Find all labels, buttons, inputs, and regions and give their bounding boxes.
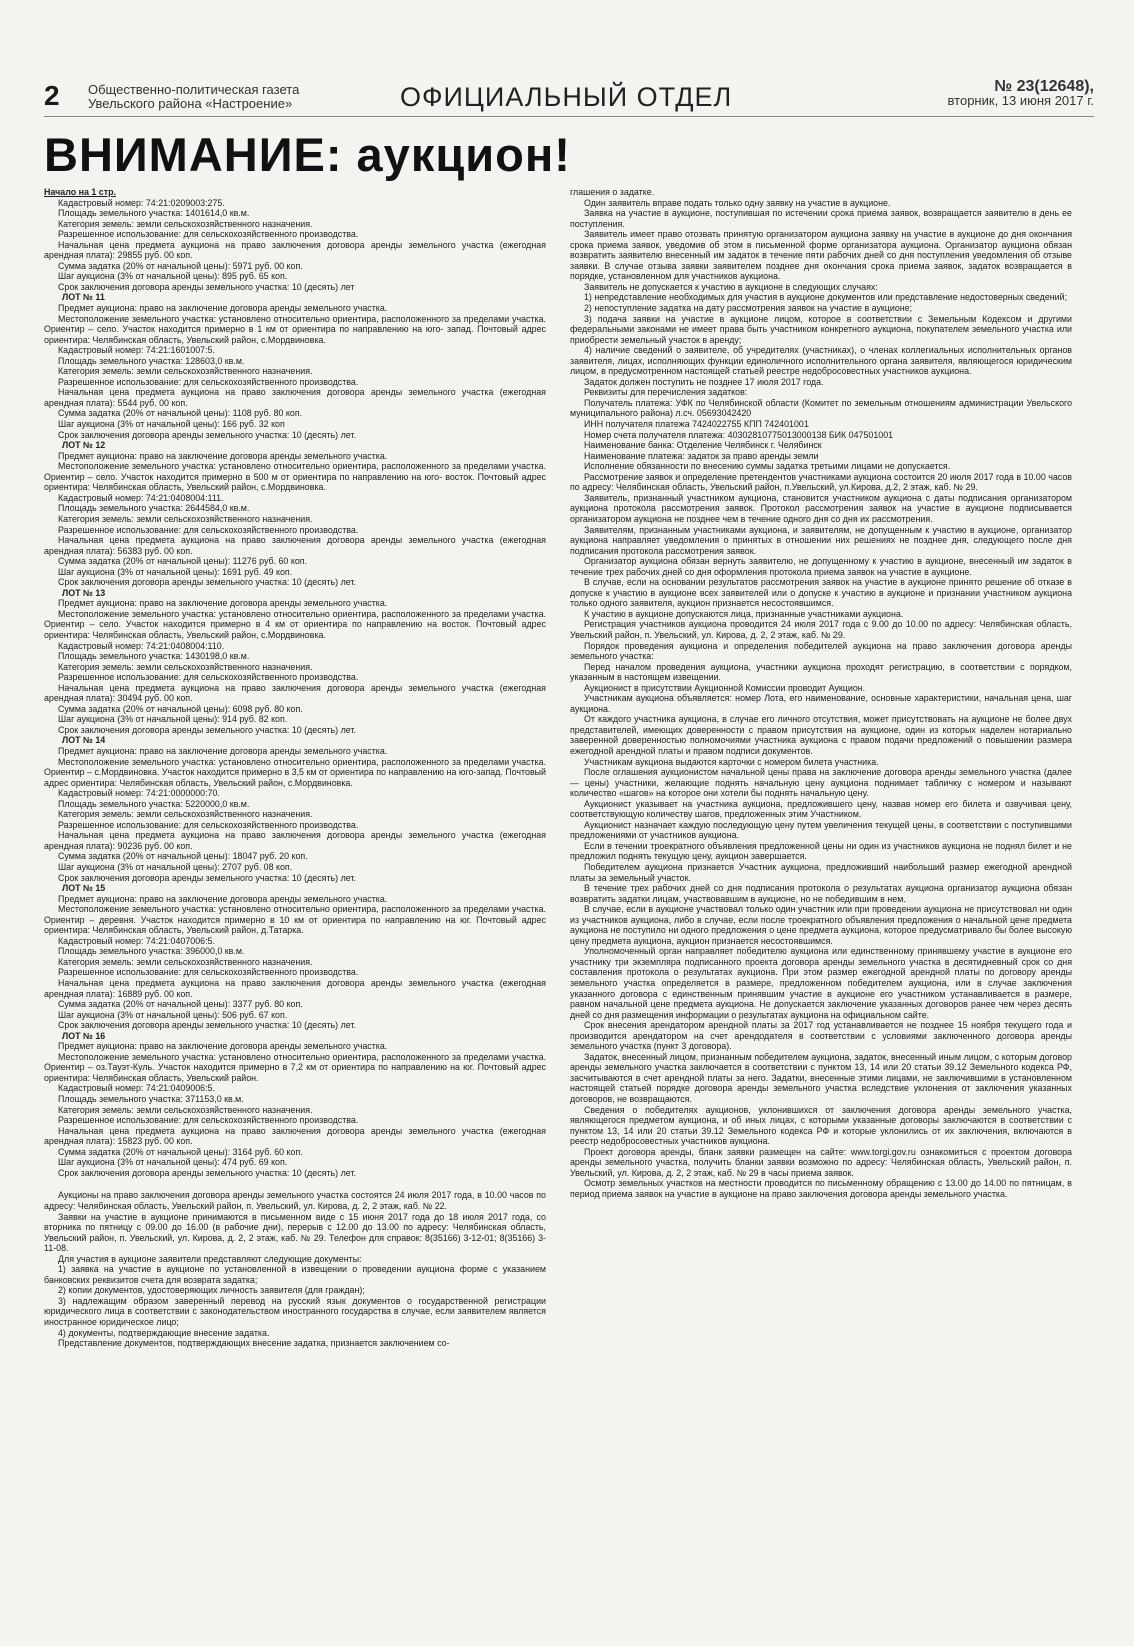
paragraph: От каждого участника аукциона, в случае его личного отсутствия, может присутствовать на аукционе не более двух представителей, имеющих доверенности с правом присутствия на аукционе, один из которых наделен нотариально заверенной доверенностью полномочиями участника аукциона с правом подачи предложений о повышении размера ежегодной арендной платы и правом подписи документов. xyxy=(570,714,1072,756)
paragraph: Аукционист назначает каждую последующую цену путем увеличения текущей цены, в соответствии с поступившими предложениями от участников аукциона. xyxy=(570,819,1072,841)
paragraph: 2) непоступление задатка на дату рассмотрения заявок на участие в аукционе; xyxy=(584,303,913,314)
paragraph: Разрешенное использование: для сельскохозяйственного производства. xyxy=(58,672,359,683)
paragraph: Площадь земельного участка: 2644584,0 кв.м. xyxy=(58,503,250,514)
paragraph: Шаг аукциона (3% от начальной цены): 2707 руб. 08 коп. xyxy=(58,862,293,872)
headline: ВНИМАНИЕ: аукцион! xyxy=(44,128,571,181)
paragraph: Предмет аукциона: право на заключение договора аренды земельного участка. xyxy=(58,1041,388,1052)
paragraph: Шаг аукциона (3% от начальной цены): 914 руб. 82 коп. xyxy=(58,714,288,725)
paragraph: Начальная цена предмета аукциона на право заключения договора аренды земельного участка (ежегодная арендная плата): 29855 руб. 00 коп. xyxy=(44,239,546,261)
paragraph: Разрешенное использование: для сельскохозяйственного производства. xyxy=(58,819,359,830)
newspaper-name xyxy=(88,83,299,111)
paragraph: Срок заключения договора аренды земельного участка: 10 (десять) лет. xyxy=(58,429,356,440)
paragraph: Предмет аукциона: право на заключение договора аренды земельного участка. xyxy=(58,303,388,314)
paragraph: Площадь земельного участка: 1430198,0 кв.м. xyxy=(58,651,250,662)
paragraph: Сумма задатка (20% от начальной цены): 6098 руб. 80 коп. xyxy=(58,703,303,714)
paragraph: Аукционист указывает на участника аукциона, предложившего цену, назвав номер его билета и озвучивая цену, соответствующую количеству шагов, предложенных этим Участником. xyxy=(570,798,1072,820)
paragraph: Сумма задатка (20% от начальной цены): 11276 руб. 60 коп. xyxy=(58,556,308,567)
paragraph: Задаток должен поступить не позднее 17 июля 2017 года. xyxy=(584,376,824,387)
paragraph: Предмет аукциона: право на заключение договора аренды земельного участка. xyxy=(58,893,388,904)
paragraph: Разрешенное использование: для сельскохозяйственного производства. xyxy=(58,524,359,535)
paragraph: Сумма задатка (20% от начальной цены): 3377 руб. 80 коп. xyxy=(58,999,303,1010)
paragraph: Кадастровый номер: 74:21:1601007:5. xyxy=(58,345,215,356)
paragraph: Порядок проведения аукциона и определения победителей аукциона на право заключения договора аренды земельного участка: xyxy=(570,640,1072,662)
paragraph: Начало на 1 стр. xyxy=(44,187,116,197)
paragraph: Срок заключения договора аренды земельного участка: 10 (десять) лет xyxy=(58,281,355,292)
paragraph: Местоположение земельного участка: установлено относительно ориентира, расположенного за пределами участка. Ориентир – село. Участок находится примерно в 4 км от ориентира по направлению на восток. Почтовый адрес ориентира: Челябинская область, Увельский район, с.Мордвиновка. xyxy=(44,608,546,640)
paragraph: Кадастровый номер: 74:21:0000000:70. xyxy=(58,788,220,799)
paragraph: Для участия в аукционе заявители представляют следующие документы: xyxy=(58,1253,362,1264)
issue-info xyxy=(948,80,1094,108)
paragraph: Регистрация участников аукциона проводится 24 июля 2017 года с 9.00 до 10.00 по адресу: Челябинская область, Увельский район, п. Увельский, ул. Кирова, д. 2, 2 этаж, каб. № 29. xyxy=(570,619,1072,640)
paragraph: Местоположение земельного участка: установлено относительно ориентира, расположенного за пределами участка. Ориентир – оз.Тауэт-Куль. Участок находится примерно в 7,2 км от ориентира по направлению на юг. Почтовый адрес ориентира: Челябинская область, Увельский район. xyxy=(44,1051,546,1083)
paragraph: Шаг аукциона (3% от начальной цены): 895 руб. 65 коп. xyxy=(58,271,288,282)
paragraph: Сведения о победителях аукционов, уклонившихся от заключения договора аренды земельного участка, являющегося предметом аукциона, и об иных лицах, с которыми указанные договоры заключаются в соответствии с пунктом 13, 14 или 20 статьи 39.12 Земельного кодекса РФ и которые уклонились от их заключения, включаются в реестр недобросовестных участников аукциона. xyxy=(570,1104,1072,1147)
paragraph: Площадь земельного участка: 5220000,0 кв.м. xyxy=(58,798,250,809)
paragraph: Разрешенное использование: для сельскохозяйственного производства. xyxy=(58,376,359,387)
paragraph: Осмотр земельных участков на местности проводится по письменному обращению с 13.00 до 14.00 по пятницам, в период приема заявок на участие в аукционе на право заключения договора аренды земельного участка. xyxy=(570,1178,1072,1199)
paragraph: Участникам аукциона объявляется: номер Лота, его наименование, основные характеристики, начальная цена, шаг аукциона. xyxy=(570,693,1072,714)
paragraph: Сумма задатка (20% от начальной цены): 3164 руб. 60 коп. xyxy=(58,1146,303,1157)
paragraph: Кадастровый номер: 74:21:0408004:111. xyxy=(58,492,224,503)
paragraph: Начальная цена предмета аукциона на право заключения договора аренды земельного участка (ежегодная арендная плата): 15823 руб. 00 коп. xyxy=(44,1125,546,1147)
paragraph: Если в течении троекратного объявления предложенной цены ни один из участников аукциона не поднял билет и не предложил поднять текущую цену, аукцион завершается. xyxy=(570,840,1072,862)
paragraph: Сумма задатка (20% от начальной цены): 18047 руб. 20 коп. xyxy=(58,851,308,862)
paragraph: Категория земель: земли сельскохозяйственного назначения. xyxy=(58,513,313,524)
paragraph: Организатор аукциона обязан вернуть заявителю, не допущенному к участию в аукционе, внесенный им задаток в течение трех рабочих дней со дня оформления протокола приема заявок на участие в аукционе. xyxy=(570,556,1072,577)
paragraph: 1) непредставление необходимых для участия в аукционе документов или представление недостоверных сведений; xyxy=(584,292,1068,303)
paragraph: Заявителям, признанным участниками аукциона, и заявителям, не допущенным к участию в аукционе, организатор аукциона направляет уведомления о принятых в отношении них решениях не позднее дня, следующего после дня подписания протокола рассмотрения заявок. xyxy=(570,524,1072,556)
paragraph: Площадь земельного участка: 128603,0 кв.м. xyxy=(58,355,245,366)
paragraph: Площадь земельного участка: 1401614,0 кв.м. xyxy=(58,208,250,219)
paragraph: Наименование банка: Отделение Челябинск г. Челябинск xyxy=(584,440,822,451)
paragraph: Аукционы на право заключения договора аренды земельного участка состоятся 24 июля 2017 года, в 10.00 часов по адресу: Челябинская область, Увельский район, п. Увельский, ул. Кирова, д. 2, 2 этаж, каб. № 22. xyxy=(44,1190,546,1211)
paragraph: Начальная цена предмета аукциона на право заключения договора аренды земельного участка (ежегодная арендная плата): 56383 руб. 00 коп. xyxy=(44,535,546,556)
paragraph: Перед началом проведения аукциона, участники аукциона проходят регистрацию, в соответствии с порядком, указанным в настоящем извещении. xyxy=(570,661,1072,683)
paragraph: Предмет аукциона: право на заключение договора аренды земельного участка. xyxy=(58,745,388,756)
right-column xyxy=(570,187,1072,1637)
paragraph: ИНН получателя платежа 7424022755 КПП 742401001 xyxy=(584,419,809,430)
lot-heading: ЛОТ № 13 xyxy=(62,587,106,598)
paragraph: Заявки на участие в аукционе принимаются в письменном виде с 15 июня 2017 года до 18 июля 2017 года, со вторника по пятницу с 09.00 до 16.00 (в рабочие дни), перерыв с 12.00 до 13.00 по адресу: Челябинская область, Увельский район, п. Увельский, ул. Кирова, д. 2, 2 этаж, каб. № 29. Телефон для справок: 8(35166) 3-12-01; 8(35166) 3-11-08. xyxy=(44,1211,546,1254)
paragraph: Шаг аукциона (3% от начальной цены): 1691 руб. 49 коп. xyxy=(58,566,293,577)
paragraph: Аукционист в присутствии Аукционной Комиссии проводит Аукцион. xyxy=(584,682,866,693)
paragraph: В течение трех рабочих дней со дня подписания протокола о результатах аукциона организатор аукциона обязан возвратить задатки лицам, участвовавшим в аукционе, но не победившим в нем. xyxy=(570,883,1072,904)
paragraph: Шаг аукциона (3% от начальной цены): 474 руб. 69 коп. xyxy=(58,1157,288,1168)
paragraph: 3) надлежащим образом заверенный перевод на русский язык документов о государственной регистрации юридического лица в соответствии с законодательством иностранного государства в случае, если заявителем является иностранное юридическое лицо; xyxy=(44,1295,546,1327)
paragraph: Предмет аукциона: право на заключение договора аренды земельного участка. xyxy=(58,598,388,609)
paragraph: Срок внесения арендатором арендной платы за 2017 год устанавливается не позднее 15 ноября текущего года и производится арендатором на счет арендодателя в соответствии с условиями заключенного договора аренды земельного участка (пункт 3 договора). xyxy=(570,1020,1072,1052)
page-header xyxy=(44,80,1094,117)
paragraph: Срок заключения договора аренды земельного участка: 10 (десять) лет. xyxy=(58,577,356,588)
paragraph: Начальная цена предмета аукциона на право заключения договора аренды земельного участка (ежегодная арендная плата): 16889 руб. 00 коп. xyxy=(44,978,546,999)
paragraph: Проект договора аренды, бланк заявки размещен на сайте: www.torgi.gov.ru ознакомиться с проектом договора аренды земельного участка, получить бланки заявки возможно по адресу: Челябинская область, Увельский район, п. Увельский, ул. Кирова, д. 2, 2 этаж, каб. № 29 в часы приема заявок. xyxy=(570,1146,1072,1178)
paragraph: Категория земель: земли сельскохозяйственного назначения. xyxy=(58,1104,313,1115)
issue-number: № 23(12648), xyxy=(994,78,1094,95)
paragraph: Начальная цена предмета аукциона на право заключения договора аренды земельного участка (ежегодная арендная плата): 5544 руб. 00 коп. xyxy=(44,387,546,408)
paragraph: Площадь земельного участка: 371153,0 кв.м. xyxy=(58,1094,244,1105)
paragraph: Получатель платежа: УФК по Челябинской области (Комитет по земельным отношениям администрации Увельского муниципального района) л.сч. 05693042420 xyxy=(570,397,1072,419)
page-number: 2 xyxy=(44,80,60,111)
paragraph: Кадастровый номер: 74:21:0408004:110. xyxy=(58,640,225,651)
paragraph: 1) заявка на участие в аукционе по установленной в извещении о проведении аукциона форме с указанием банковских реквизитов счета для возврата задатка; xyxy=(44,1264,546,1285)
paragraph: Местоположение земельного участка: установлено относительно ориентира, расположенного за пределами участка. Ориентир – деревня. Участок находится примерно в 10 км от ориентира по направлению на юг. Почтовый адрес ориентира: Челябинская область, Увельский район, д.Татарка. xyxy=(44,904,546,936)
paragraph: Категория земель: земли сельскохозяйственного назначения. xyxy=(58,218,313,229)
paragraph: Площадь земельного участка: 396000,0 кв.м. xyxy=(58,946,245,957)
paragraph: 3) подача заявки на участие в аукционе лицом, которое в соответствии с Земельным Кодексом и другими федеральными законами не имеет права быть участником конкретного аукциона, покупателем земельного участка или приобрести земельный участок в аренду; xyxy=(570,313,1072,345)
paragraph: В случае, если на основании результатов рассмотрения заявок на участие в аукционе принято решение об отказе в допуске к участию в аукционе всех заявителей или о допуске к участию в аукционе и признании участником аукциона только одного заявителя, аукцион признается несостоявшимся. xyxy=(570,577,1072,609)
paragraph: Шаг аукциона (3% от начальной цены): 506 руб. 67 коп. xyxy=(58,1009,288,1020)
paragraph: Заявитель, признанный участником аукциона, становится участником аукциона с даты подписания организатором аукциона протокола рассмотрения заявок. Протокол рассмотрения заявок на участие в аукционе подписывается организатором аукциона не позднее чем в течение одного дня со дня их рассмотрения. xyxy=(570,492,1072,524)
paragraph: Участникам аукциона выдаются карточки с номером билета участника. xyxy=(584,756,879,767)
paragraph: глашения о задатке. xyxy=(570,187,655,197)
paragraph: Кадастровый номер: 74:21:0409006:5. xyxy=(58,1083,215,1094)
paragraph: Местоположение земельного участка: установлено относительно ориентира, расположенного за пределами участка. Ориентир – село. Участок находится примерно в 1 км от ориентира по направлению на юго- запад. Почтовый адрес ориентира: Челябинская область, Увельский район, с.Мордвиновка. xyxy=(44,313,546,345)
paragraph: 4) документы, подтверждающие внесение задатка. xyxy=(58,1327,270,1338)
lot-heading: ЛОТ № 14 xyxy=(62,735,106,746)
paragraph: Категория земель: земли сельскохозяйственного назначения. xyxy=(58,366,313,377)
paragraph: Сумма задатка (20% от начальной цены): 1108 руб. 80 коп. xyxy=(58,408,303,419)
paragraph: Категория земель: земли сельскохозяйственного назначения. xyxy=(58,809,313,820)
lot-heading: ЛОТ № 16 xyxy=(62,1030,106,1041)
paragraph: Рассмотрение заявок и определение претендентов участниками аукциона состоится 20 июля 2017 года в 10.00 часов по адресу: Челябинская область, Увельский район, п.Увельский, ул.Кирова, д.2, 2 этаж, каб. № 29. xyxy=(570,471,1072,493)
paragraph: Заявка на участие в аукционе, поступившая по истечении срока приема заявок, возвращается заявителю в день ее поступления. xyxy=(570,208,1072,229)
paragraph: Заявитель не допускается к участию в аукционе в следующих случаях: xyxy=(584,281,878,292)
paragraph: Срок заключения договора аренды земельного участка: 10 (десять) лет. xyxy=(58,1020,356,1031)
newspaper-name-line2: Увельского района «Настроение» xyxy=(88,96,293,111)
paragraph: Один заявитель вправе подать только одну заявку на участие в аукционе. xyxy=(584,197,891,208)
paragraph: К участию в аукционе допускаются лица, признанные участниками аукциона. xyxy=(584,608,904,619)
paragraph: 2) копии документов, удостоверяющих личность заявителя (для граждан); xyxy=(58,1285,365,1296)
paragraph: Сумма задатка (20% от начальной цены): 5971 руб. 00 коп. xyxy=(58,260,303,271)
paragraph: Срок заключения договора аренды земельного участка: 10 (десять) лет. xyxy=(58,724,356,735)
paragraph: Срок заключения договора аренды земельного участка: 10 (десять) лет. xyxy=(58,872,356,883)
paragraph: Победителем аукциона признается Участник аукциона, предложивший наибольший размер ежегодной арендной платы за земельный участок. xyxy=(570,862,1072,883)
paragraph: Кадастровый номер: 74:21:0407006:5. xyxy=(58,935,215,946)
paragraph: Срок заключения договора аренды земельного участка: 10 (десять) лет. xyxy=(58,1167,356,1178)
lot-heading: ЛОТ № 11 xyxy=(62,292,105,303)
section-title: ОФИЦИАЛЬНЫЙ ОТДЕЛ xyxy=(400,82,733,112)
paragraph: Реквизиты для перечисления задатков: xyxy=(584,387,748,398)
paragraph: Исполнение обязанности по внесению суммы задатка третьими лицами не допускается. xyxy=(584,461,951,472)
paragraph: Категория земель: земли сельскохозяйственного назначения. xyxy=(58,661,313,672)
left-column xyxy=(44,187,546,1637)
paragraph: Задаток, внесенный лицом, признанным победителем аукциона, задаток, внесенный иным лицом, с которым договор аренды земельного участка заключается в соответствии с пунктом 13, 14 или 20 статьи 39.12 Земельного кодекса РФ, засчитываются в счет арендной платы за него. Задатки, внесенные этими лицами, не заключившими в установленном настоящей статьей порядке договора аренды земельного участка вследствие уклонения от заключения указанных договоров, не возвращаются. xyxy=(570,1051,1072,1105)
paragraph: Местоположение земельного участка: установлено относительно ориентира, расположенного за пределами участка. Ориентир – с.Мордвиновка. Участок находится примерно в 3,5 км от ориентира по направлению на юго-запад. Почтовый адрес ориентира: Челябинская область, Увельский район, с.Мордвиновка. xyxy=(44,756,546,788)
paragraph: Категория земель: земли сельскохозяйственного назначения. xyxy=(58,956,313,967)
paragraph: Начальная цена предмета аукциона на право заключения договора аренды земельного участка (ежегодная арендная плата): 30494 руб. 00 коп. xyxy=(44,682,546,704)
paragraph: Разрешенное использование: для сельскохозяйственного производства. xyxy=(58,229,359,240)
lot-heading: ЛОТ № 15 xyxy=(62,883,106,894)
paragraph: Уполномоченный орган направляет победителю аукциона или единственному принявшему участие в аукционе его участнику три экземпляра подписанного проекта договора аренды земельного участка в десятидневный срок со дня составления протокола о результатах аукциона. При этом размер ежегодной арендной платы по договору аренды земельного участка определяется в размере, предложенном победителем аукциона, или в случае заключения указанного договора с единственным принявшим участие в аукционе его участником устанавливается в размере, равном начальной цене предмета аукциона. Не допускается заключение указанных договоров ранее чем через десять дней со дня размещения информации о результатах аукциона на официальном сайте. xyxy=(570,946,1072,1020)
paragraph: После оглашения аукционистом начальной цены права на заключение договора аренды земельного участка (далее — цены) участники, желающие поднять начальную цену аукциона поднимает табличку с номером и называют количество «шагов» на которое они хотели бы поднять начальную цену. xyxy=(570,767,1072,799)
paragraph: Номер счета получателя платежа: 40302810775013000138 БИК 047501001 xyxy=(584,429,894,440)
issue-date: вторник, 13 июня 2017 г. xyxy=(947,93,1094,108)
paragraph: 4) наличие сведений о заявителе, об учредителях (участниках), о членах коллегиальных исполнительных органов заявителя, лицах, исполняющих функции единоличного исполнительного органа заявителя, являющегося юридическим лицом, в предусмотренном настоящей статьей реестре недобросовестных участников аукциона. xyxy=(570,345,1072,377)
newspaper-name-line1: Общественно-политическая газета xyxy=(88,82,300,97)
paragraph: Заявитель имеет право отозвать принятую организатором аукциона заявку на участие в аукционе до дня окончания срока приема заявок, уведомив об этом в письменной форме организатора аукциона. Организатор аукциона обязан возвратить заявителю внесенный им задаток в течение пяти рабочих дней со дня поступления уведомления об отзыве заявки. В случае отзыва заявки заявителем позднее дня окончания срока приема заявок, задаток возвращается в порядке, установленном для участников аукциона. xyxy=(570,229,1072,282)
paragraph: Наименование платежа: задаток за право аренды земли xyxy=(584,450,819,461)
paragraph: Разрешенное использование: для сельскохозяйственного производства. xyxy=(58,1115,359,1126)
paragraph: В случае, если в аукционе участвовал только один участник или при проведении аукциона не присутствовал ни один из участников аукциона, либо в случае, если после троекратного объявления предложения о начальной цене предмета аукциона не поступило ни одного предложения о цене предмета аукциона, которое предусматривало бы более высокую цену предмета аукциона, аукцион признается несостоявшимся. xyxy=(570,904,1072,946)
lot-heading: ЛОТ № 12 xyxy=(62,440,106,451)
paragraph: Кадастровый номер: 74:21:0209003:275. xyxy=(58,197,225,208)
paragraph: Предмет аукциона: право на заключение договора аренды земельного участка. xyxy=(58,450,388,461)
paragraph: Представление документов, подтверждающих внесение задатка, признается заключением со- xyxy=(58,1338,450,1349)
paragraph: Разрешенное использование: для сельскохозяйственного производства. xyxy=(58,967,359,978)
paragraph: Начальная цена предмета аукциона на право заключения договора аренды земельного участка (ежегодная арендная плата): 90236 руб. 00 коп. xyxy=(44,830,546,851)
paragraph: Шаг аукциона (3% от начальной цены): 166 руб. 32 коп xyxy=(58,419,285,430)
paragraph: Местоположение земельного участка: установлено относительно ориентира, расположенного за пределами участка. Ориентир – село. Участок находится примерно в 500 м от ориентира по направлению на юго- восток. Почтовый адрес ориентира: Челябинская область, Увельский район, с.Мордвиновка. xyxy=(44,461,546,493)
